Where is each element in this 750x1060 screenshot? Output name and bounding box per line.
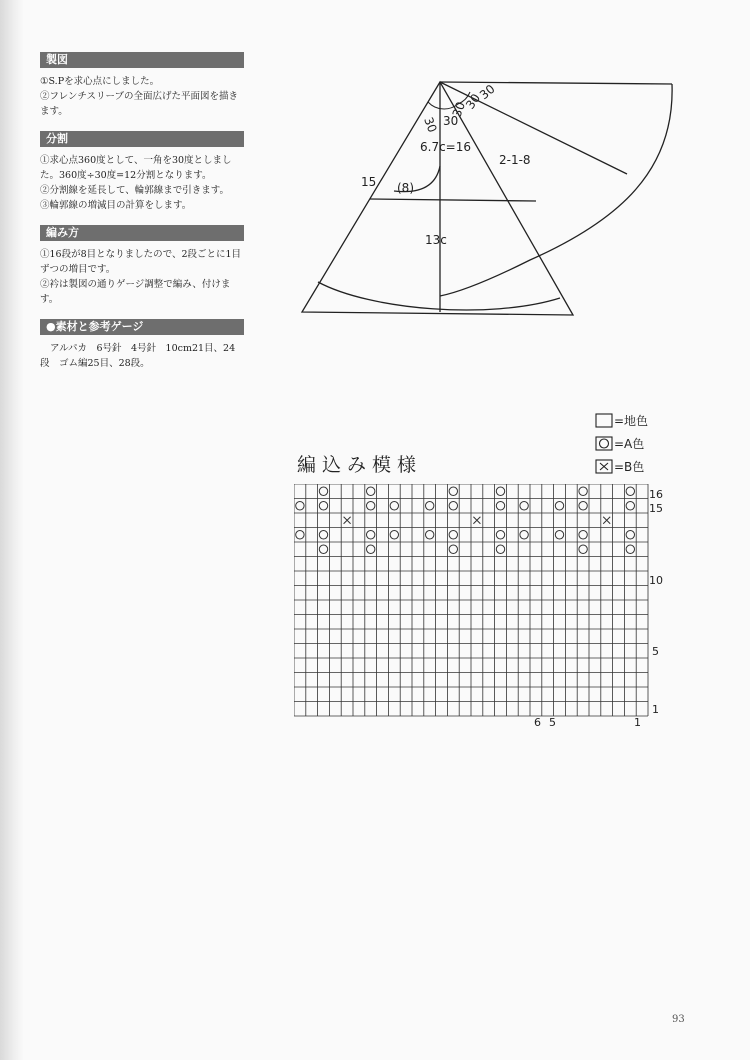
circle-icon [367,545,375,553]
instructions-column [40,52,244,383]
circle-icon [579,487,587,495]
section-body [40,341,244,371]
section-line: ①16段が8目となりましたので、2段ごとに1目ずつの増目です。 [40,249,242,275]
legend-label: =地色 [614,414,649,428]
circle-icon [426,531,434,539]
cross-icon [600,463,608,470]
section-title: 編み方 [40,225,244,241]
legend [592,410,672,480]
circle-icon [579,502,587,510]
section-body [40,74,244,119]
circle-icon [367,502,375,510]
center-measure-label: 6.7c=16 [420,140,472,154]
row-label: 15 [649,502,663,515]
section-title: ●素材と参考ゲージ [40,319,244,335]
legend-blank-symbol [596,414,612,427]
circle-icon [296,502,304,510]
circle-icon [520,502,528,510]
circle-icon [496,502,504,510]
drafting-diagram [290,70,690,325]
cross-icon [603,517,610,524]
section-line: ②衿は製図の通りゲージ調整で編み、付けます。 [40,279,231,305]
top-line [440,82,672,84]
section-knitting [40,225,244,307]
cross-icon [344,517,351,524]
outer-arc [440,81,672,296]
circle-icon [390,502,398,510]
circle-icon [555,502,563,510]
circle-icon [496,487,504,495]
triangle-outline [302,82,573,315]
circle-icon [520,531,528,539]
cross-icon [473,517,480,524]
circle-icon [600,439,609,448]
mid-line [370,199,536,201]
paren-measure-label: (8) [397,181,414,195]
circle-icon [426,502,434,510]
circle-icon [319,487,327,495]
section-title: 分割 [40,131,244,147]
section-drafting [40,52,244,119]
angle-label: 30 [476,81,498,103]
section-division [40,131,244,213]
section-line: アルパカ 6号針 4号針 10cm21目、24段 ゴム編25目、28段。 [40,343,236,369]
circle-icon [367,531,375,539]
circle-icon [496,531,504,539]
circle-icon [319,531,327,539]
circle-icon [555,531,563,539]
circle-icon [390,531,398,539]
col-label: 1 [634,716,641,729]
circle-icon [319,545,327,553]
section-materials [40,319,244,371]
circle-icon [449,545,457,553]
circle-icon [626,531,634,539]
section-line: ③輪郭線の増減目の計算をします。 [40,200,192,211]
section-body [40,153,244,213]
circle-icon [496,545,504,553]
section-line: ②分割線を延長して、輪郭線まで引きます。 [40,185,230,196]
lower-arc [318,282,560,310]
col-label: 6 [534,716,541,729]
angle-label: 30 [443,114,459,128]
knitting-chart [294,484,674,732]
row-label: 1 [652,703,659,716]
row-label: 5 [652,645,659,658]
row-label: 10 [649,574,663,587]
angle-label: 30 [421,115,440,135]
circle-icon [579,531,587,539]
section-line: ①S.Pを求心点にしました。 [40,76,160,87]
section-line: ②フレンチスリーブの全面広げた平面図を描きます。 [40,91,239,117]
circle-icon [579,545,587,553]
section-body [40,247,244,307]
legend-label: =B色 [614,460,645,474]
circle-icon [626,487,634,495]
chart-title: 編込み模様 [297,454,423,476]
col-label: 5 [549,716,556,729]
circle-icon [367,487,375,495]
circle-icon [319,502,327,510]
circle-icon [449,531,457,539]
bottom-measure-label: 13c [425,233,447,247]
circle-icon [449,502,457,510]
circle-icon [296,531,304,539]
section-title: 製図 [40,52,244,68]
row-label: 16 [649,488,663,501]
circle-icon [626,502,634,510]
circle-icon [626,545,634,553]
legend-label: =A色 [614,437,645,451]
section-line: ①求心点360度として、一角を30度としました。360度÷30度=12分割となります。 [40,155,232,181]
page-number: 93 [672,1014,685,1025]
left-measure-label: 15 [361,175,377,189]
right-measure-label: 2-1-8 [499,153,531,167]
page-spine-shadow [0,0,24,1060]
angle-label: 30 [449,99,469,120]
angle-label: 30 [462,91,484,112]
circle-icon [449,487,457,495]
